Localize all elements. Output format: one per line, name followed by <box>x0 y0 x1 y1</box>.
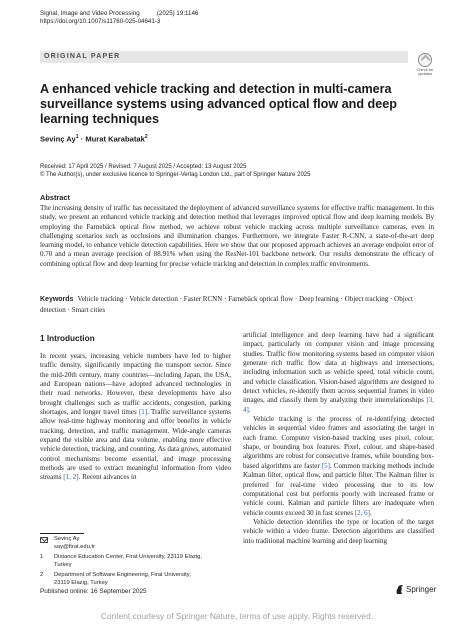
article-title: A enhanced vehicle tracking and detection in multi-camera surveillance systems using advanced optical flow and deep learning techniques <box>40 82 397 126</box>
section-heading: 1 Introduction <box>40 334 95 343</box>
citation-link[interactable]: [5] <box>321 461 330 470</box>
corresponding-email[interactable]: say@firat.edu.tr <box>54 543 96 550</box>
article-history <box>40 163 310 180</box>
published-date: Published online: 16 September 2025 <box>40 588 147 595</box>
envelope-icon <box>40 537 48 543</box>
springer-horse-icon <box>395 584 404 595</box>
abstract-heading: Abstract <box>40 193 70 202</box>
author-name[interactable]: Murat Karabatak <box>85 134 145 144</box>
doi-link[interactable]: https://doi.org/10.1007/s11760-025-04641-3 <box>40 18 161 25</box>
right-column <box>243 331 434 546</box>
paragraph: Vehicle detection identifies the type or location of the target vehicle within a video frame. Detection algorithms are classified into traditional machine learning and deep learning <box>243 517 434 545</box>
author-separator: · <box>80 134 84 144</box>
keywords-list: Vehicle tracking · Vehicle detection · Faster RCNN · Farnebäck optical flow · Deep learning · Object tracking · Object detection · Smart cities <box>40 295 413 314</box>
author-name[interactable]: Sevinç Ay <box>40 134 76 144</box>
courtesy-notice: Content courtesy of Springer Nature, terms of use apply. Rights reserved. <box>100 611 374 621</box>
keywords <box>40 294 434 315</box>
journal-citation: Signal, Image and Video Processing (2025) 19:1146 <box>40 10 199 17</box>
affiliation-footnote: 2 Department of Software Engineering, Firat University, 23119 Elazig, Turkey <box>40 572 191 586</box>
check-for-updates-badge[interactable] <box>414 53 436 77</box>
author-list <box>40 134 148 144</box>
springer-logo <box>395 584 436 595</box>
left-column <box>40 352 231 483</box>
author-affiliation-mark: 2 <box>144 134 148 140</box>
footnote-rule <box>40 533 84 534</box>
citation-link[interactable]: [2, 6] <box>354 508 370 517</box>
citation-link[interactable]: [1, 2] <box>63 473 79 482</box>
abstract-text: The increasing density of traffic has necessitated the deployment of advanced surveillance systems for effective traffic management. In this study, we present an enhanced vehicle tracking and detection method that leverages improved optical flow and deep learning models. By employing the Farnebäck optical flow method, we achieve robust vehicle tracking across multiple surveillance cameras, even in challenging scenarios such as occlusions and illumination changes. Furthermore, we integrate Faster R-CNN, a state-of-the-art deep learning model, to enhance vehicle detection capabilities. Here we show that our proposed approach achieves an average endpoint error of 0.70 and a mean average precision of 88.91% when using the ResNet-101 backbone network. Our results demonstrate the efficacy of combining optical flow and deep learning for precise vehicle tracking and detection in complex traffic environments. <box>40 204 434 268</box>
springer-wordmark: Springer <box>406 585 437 594</box>
updates-badge-text: Check for updates <box>416 67 434 77</box>
keywords-label: Keywords <box>40 296 74 303</box>
journal-header <box>40 10 198 26</box>
paragraph: artificial intelligence and deep learning have had a significant impact, particularly on computer vision and image processing studies. Traffic flow monitoring systems based on computer vision generate rich traffic flow data at highways and intersections, including information such as vehicle speed, total vehicle count, and vehicle classification. Vision-based algorithms are designed to detect vehicles, re-identify them across sequential frames in video images, and classify them by analyzing their interrelationships [3, 4]. <box>243 331 434 414</box>
paragraph: In recent years, increasing vehicle numbers have led to higher traffic density, significantly impacting the transport sector. Since the mid-20th century, many countries—including Japan, the USA, and European nations—have adopted advanced technologies in their road networks. However, these developments have also brought challenges such as traffic accidents, congestion, parking shortages, and longer travel times [1]. Traffic surveillance systems allow real-time highway monitoring and offer benefits in vehicle tracking, detection, and traffic management. Wide-angle cameras expand the visible area and data volume, enabling more effective vehicle detection, tracking, and counting. As data grows, automated control mechanisms become essential, and image processing methods are used to extract meaningful information from video streams [1, 2]. Recent advances in <box>40 352 232 482</box>
citation-link[interactable]: [1] <box>138 408 148 417</box>
citation-link[interactable]: [3, 4] <box>243 396 434 414</box>
history-dates: Received: 17 April 2025 / Revised: 7 August 2025 / Accepted: 13 August 2025 <box>40 164 247 170</box>
author-affiliation-mark: 1 <box>75 134 79 140</box>
footnotes <box>40 536 231 591</box>
paper-type-label: ORIGINAL PAPER <box>44 53 121 60</box>
corresponding-name: Sevinç Ay <box>54 536 80 542</box>
copyright-line: © The Author(s), under exclusive licence to Springer-Verlag London Ltd., part of Springer Nature 2025 <box>40 172 311 179</box>
check-for-updates-icon <box>418 53 432 67</box>
corresponding-author <box>40 536 231 551</box>
paragraph: Vehicle tracking is the process of re-identifying detected vehicles in sequential video frames and associating the target in each frame. Computer vision-based tracking uses pixel, colour, shape, or bounding box features. Pixel, colour, and shape-based algorithms are robust for consecutive frames, while bounding box-based algorithms are faster [5]. Common tracking methods include Kalman filter, optical flow, and particle filter. The Kalman filter is preferred for real-time video processing due to its low computational cost but performs poorly with increased frame or vehicle count. Kalman and particle filters are inadequate when vehicle counts exceed 30 in fast scenes [2, 6]. <box>243 415 434 517</box>
affiliation-footnote: 1 Distance Education Center, Firat University, 23119 Elazig, Turkey <box>40 554 202 568</box>
